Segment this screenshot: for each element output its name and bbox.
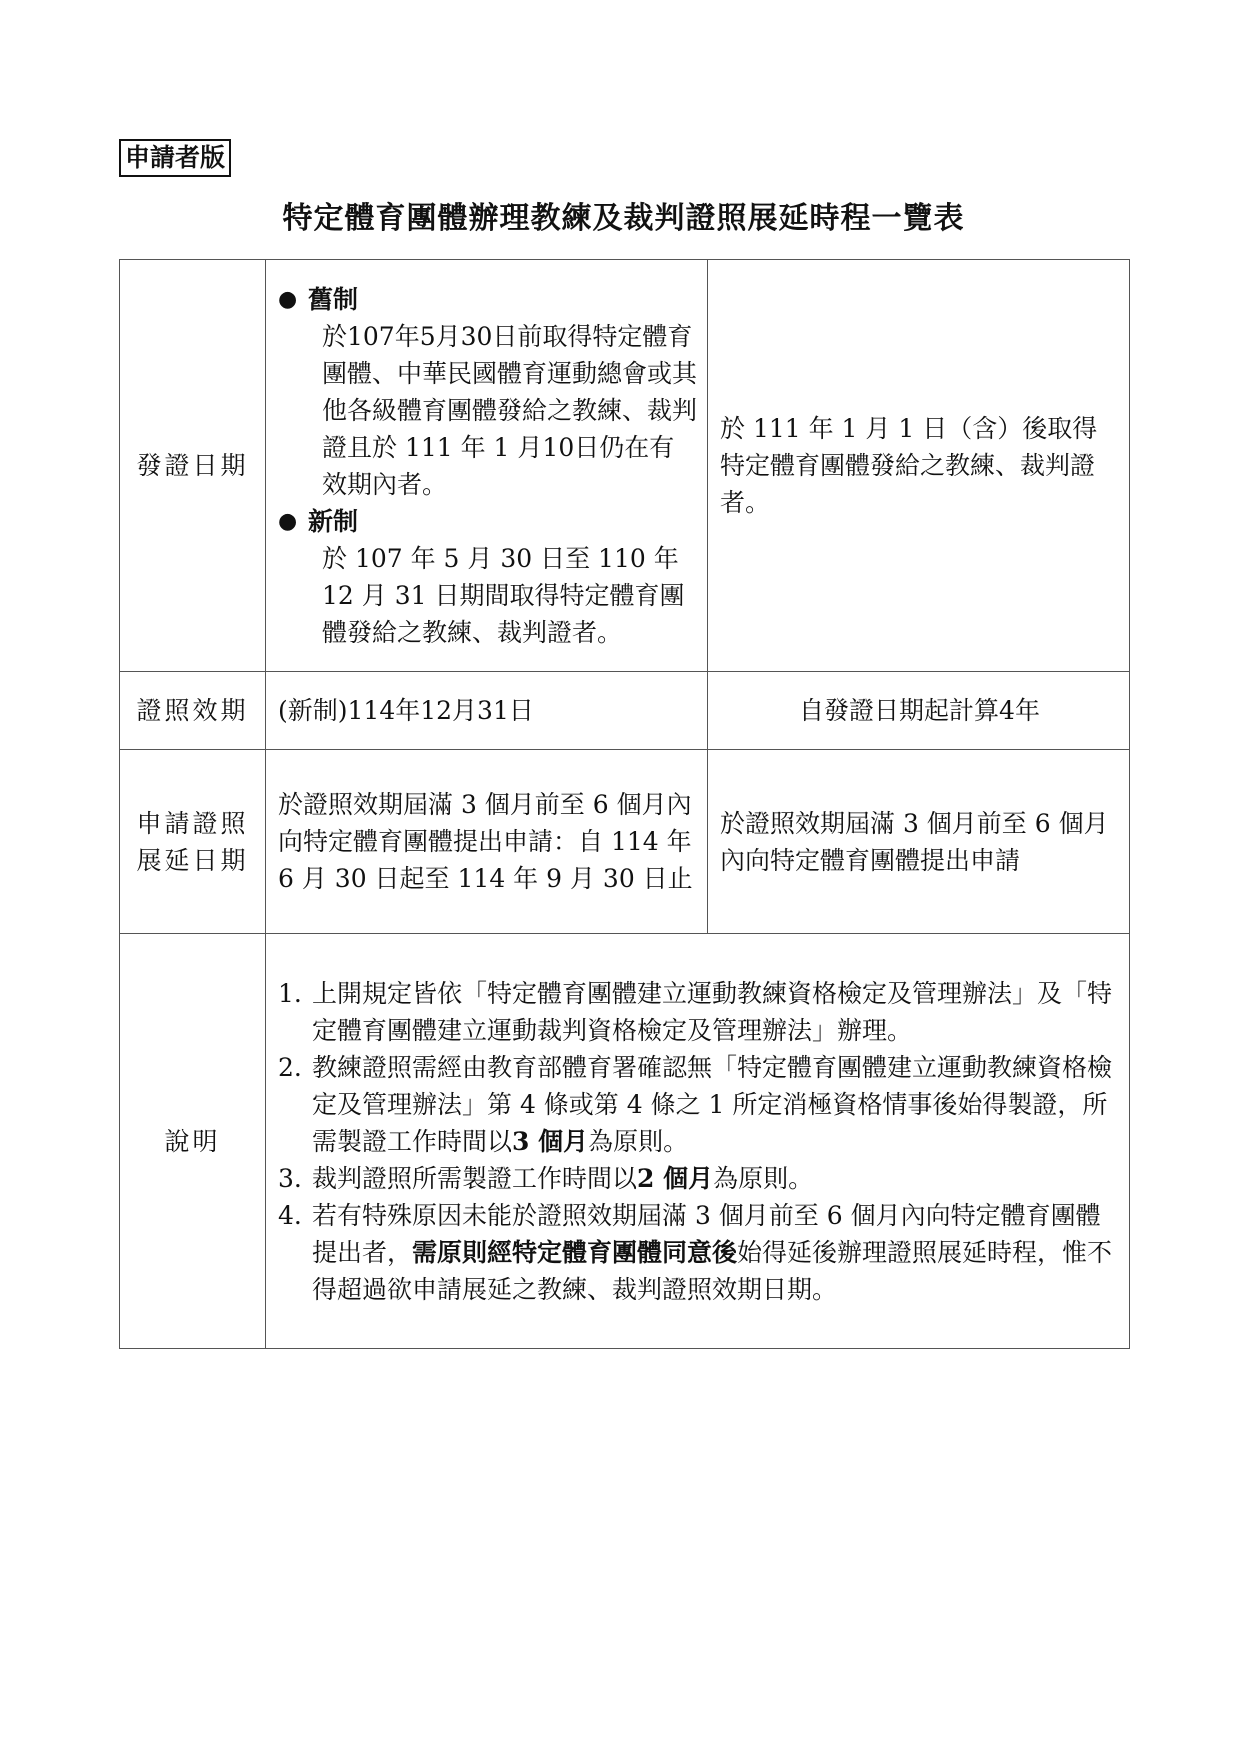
validity-left-cell: (新制)114年12月31日 [266, 672, 708, 750]
apply-extension-label [120, 750, 266, 934]
apply-extension-label-line1: 申請證照 [136, 808, 249, 838]
note-emphasis: 2 個月 [637, 1163, 714, 1193]
note-number: 1. [278, 978, 302, 1008]
note-emphasis: 3 個月 [512, 1126, 589, 1156]
note-number: 2. [278, 1052, 302, 1082]
apply-extension-left-cell: 於證照效期屆滿 3 個月前至 6 個月內向特定體育團體提出申請：自 114 年 6 月 30 日起至 114 年 9 月 30 日止 [266, 750, 708, 934]
note-item [278, 1049, 1119, 1160]
new-system-heading: 新制 [308, 506, 359, 536]
apply-extension-right-cell: 於證照效期屆滿 3 個月前至 6 個月內向特定體育團體提出申請 [708, 750, 1130, 934]
validity-row [120, 672, 1130, 750]
apply-extension-row [120, 750, 1130, 934]
apply-extension-label-line2: 展延日期 [136, 845, 249, 875]
note-item [278, 975, 1119, 1049]
note-text: 裁判證照所需製證工作時間以2 個月為原則。 [312, 1163, 814, 1193]
schedule-table [119, 259, 1130, 1349]
note-item [278, 1160, 1119, 1197]
version-stamp: 申請者版 [119, 139, 231, 177]
note-item [278, 1197, 1119, 1308]
issue-date-left-cell [266, 260, 708, 672]
note-number: 4. [278, 1200, 302, 1230]
document-title: 特定體育團體辦理教練及裁判證照展延時程一覽表 [282, 201, 965, 236]
note-number: 3. [278, 1163, 302, 1193]
notes-cell [266, 934, 1130, 1349]
issue-date-label: 發證日期 [120, 260, 266, 672]
note-text: 上開規定皆依「特定體育團體建立運動教練資格檢定及管理辦法」及「特定體育團體建立運動裁判資格檢定及管理辦法」辦理。 [312, 978, 1113, 1045]
note-text: 若有特殊原因未能於證照效期屆滿 3 個月前至 6 個月內向特定體育團體提出者，需原則經特定體育團體同意後始得延後辦理證照展延時程，惟不得超過欲申請展延之教練、裁判證照效期日期。 [312, 1200, 1113, 1304]
bullet-icon: ● [278, 286, 298, 312]
notes-row [120, 934, 1130, 1349]
issue-date-right-cell: 於 111 年 1 月 1 日（含）後取得特定體育團體發給之教練、裁判證者。 [708, 260, 1130, 672]
new-system-text: 於 107 年 5 月 30 日至 110 年 12 月 31 日期間取得特定體育團體發給之教練、裁判證者。 [322, 543, 685, 647]
notes-label: 說明 [120, 934, 266, 1349]
bullet-icon: ● [278, 508, 298, 534]
old-system-text: 於107年5月30日前取得特定體育團體、中華民國體育運動總會或其他各級體育團體發給之教練、裁判證且於 111 年 1 月10日仍在有效期內者。 [322, 321, 698, 499]
note-emphasis: 需原則經特定體育團體同意後 [412, 1237, 738, 1267]
validity-right-cell: 自發證日期起計算4年 [708, 672, 1130, 750]
validity-label: 證照效期 [120, 672, 266, 750]
note-text: 教練證照需經由教育部體育署確認無「特定體育團體建立運動教練資格檢定及管理辦法」第 4 條或第 4 條之 1 所定消極資格情事後始得製證，所需製證工作時間以3 個月為原則。 [312, 1052, 1113, 1156]
old-system-heading: 舊制 [308, 284, 359, 314]
issue-date-row [120, 260, 1130, 672]
notes-list [278, 975, 1119, 1308]
